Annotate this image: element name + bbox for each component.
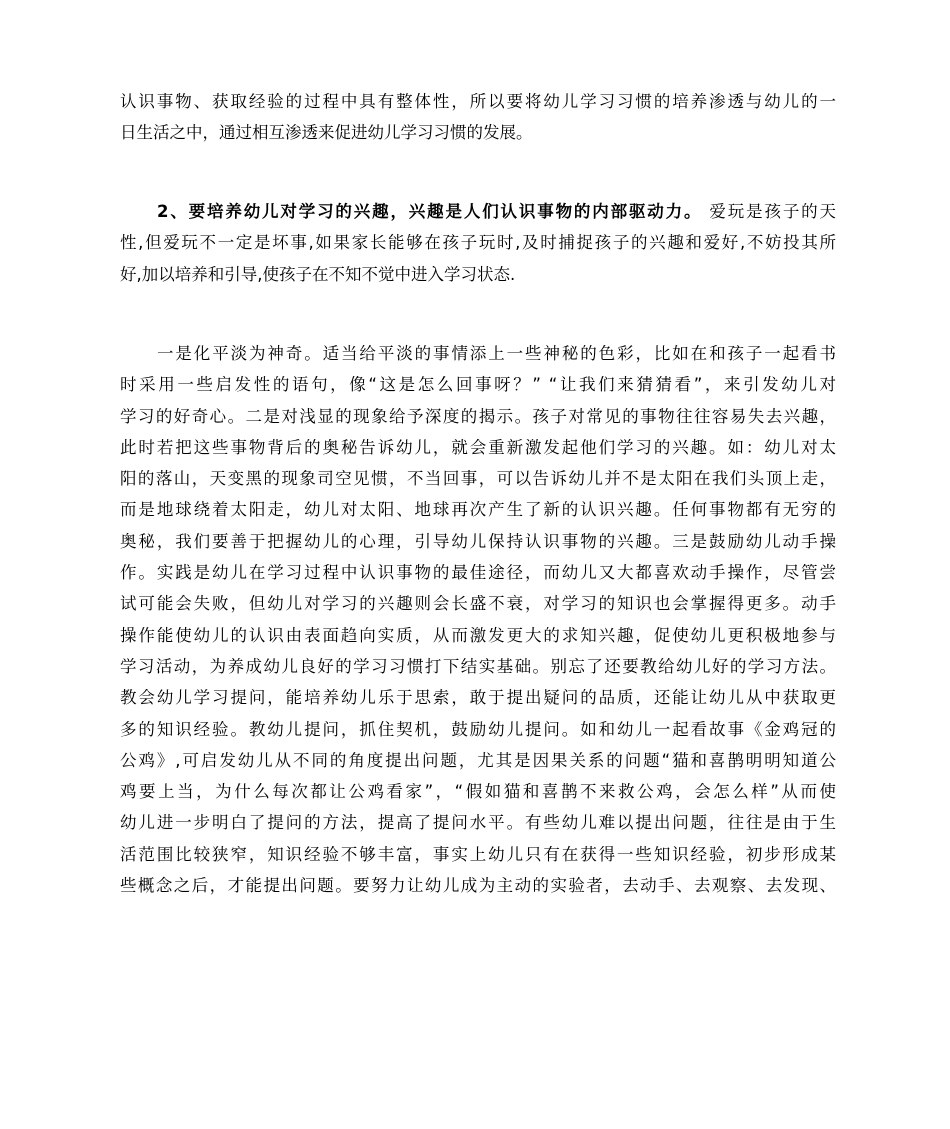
paragraph-2 — [120, 196, 836, 290]
paragraph-line — [120, 933, 836, 964]
paragraph-line: 认识事物、获取经验的过程中具有整体性，所以要将幼儿学习习惯的培养渗透与幼儿的一 — [120, 92, 836, 111]
heading-continuation: 爱玩是孩子的天 — [702, 202, 837, 221]
paragraph-line: 性,但爱玩不一定是坏事,如果家长能够在孩子玩时,及时捕捉孩子的兴趣和爱好,不妨投其所 — [120, 233, 836, 253]
paragraph-line: 幼儿进一步明白了提问的方法，提高了提问水平。有些幼儿难以提出问题，往往是由于生 — [120, 813, 836, 833]
paragraph-line: 好,加以培养和引导,使孩子在不知不觉中进入学习状态. — [120, 264, 516, 284]
paragraph-line: 些概念之后，才能提出问题。要努力让幼儿成为主动的实验者，去动手、去观察、去发现、 — [120, 876, 836, 896]
paragraph-line — [120, 901, 836, 932]
paragraph-heading-line — [120, 196, 836, 227]
paragraph-line: 奥秘，我们要善于把握幼儿的心理，引导幼儿保持认识事物的兴趣。三是鼓励幼儿动手操 — [120, 531, 836, 551]
paragraph-line: 多的知识经验。教幼儿提问，抓住契机，鼓励幼儿提问。如和幼儿一起看故事《金鸡冠的 — [120, 719, 836, 739]
paragraph-1 — [120, 86, 836, 149]
paragraph-line: 阳的落山，天变黑的现象司空见惯，不当回事，可以告诉幼儿并不是太阳在我们头顶上走， — [120, 469, 836, 489]
paragraph-line: 作。实践是幼儿在学习过程中认识事物的最佳途径，而幼儿又大都喜欢动手操作，尽管尝 — [120, 563, 836, 583]
paragraph-line: 教会幼儿学习提问，能培养幼儿乐于思索，敢于提出疑问的品质，还能让幼儿从中获取更 — [120, 688, 836, 708]
paragraph-line: 学习的好奇心。二是对浅显的现象给予深度的揭示。孩子对常见的事物往往容易失去兴趣， — [120, 406, 836, 426]
paragraph-line — [120, 964, 836, 995]
paragraph-line: 时采用一些启发性的语句，像“这是怎么回事呀？” “让我们来猜猜看”，来引发幼儿对 — [120, 375, 836, 395]
paragraph-line: 日生活之中，通过相互渗透来促进幼儿学习习惯的发展。 — [120, 123, 533, 143]
paragraph-line: 操作能使幼儿的认识由表面趋向实质，从而激发更大的求知兴趣，促使幼儿更积极地参与 — [120, 625, 836, 645]
paragraph-line: 学习活动，为养成幼儿良好的学习习惯打下结实基础。别忘了还要教给幼儿好的学习方法。 — [120, 656, 836, 676]
section-heading: 2、要培养幼儿对学习的兴趣，兴趣是人们认识事物的内部驱动力。 — [157, 202, 703, 221]
paragraph-line: 一是化平淡为神奇。适当给平淡的事情添上一些神秘的色彩，比如在和孩子一起看书 — [157, 344, 836, 363]
paragraph-line: 而是地球绕着太阳走，幼儿对太阳、地球再次产生了新的认识兴趣。任何事物都有无穷的 — [120, 500, 836, 520]
paragraph-line: 鸡要上当，为什么每次都让公鸡看家”，“假如猫和喜鹊不来救公鸡，会怎么样”从而使 — [120, 782, 836, 802]
paragraph-line: 公鸡》,可启发幼儿从不同的角度提出问题，尤其是因果关系的问题“猫和喜鹊明明知道公 — [120, 750, 836, 770]
paragraph-line: 活范围比较狭窄，知识经验不够丰富，事实上幼儿只有在获得一些知识经验，初步形成某 — [120, 844, 836, 864]
paragraph-line: 试可能会失败，但幼儿对学习的兴趣则会长盛不衰，对学习的知识也会掌握得更多。动手 — [120, 594, 836, 614]
paragraph-3 — [120, 338, 836, 995]
paragraph-line: 此时若把这些事物背后的奥秘告诉幼儿，就会重新激发起他们学习的兴趣。如：幼儿对太 — [120, 437, 836, 457]
